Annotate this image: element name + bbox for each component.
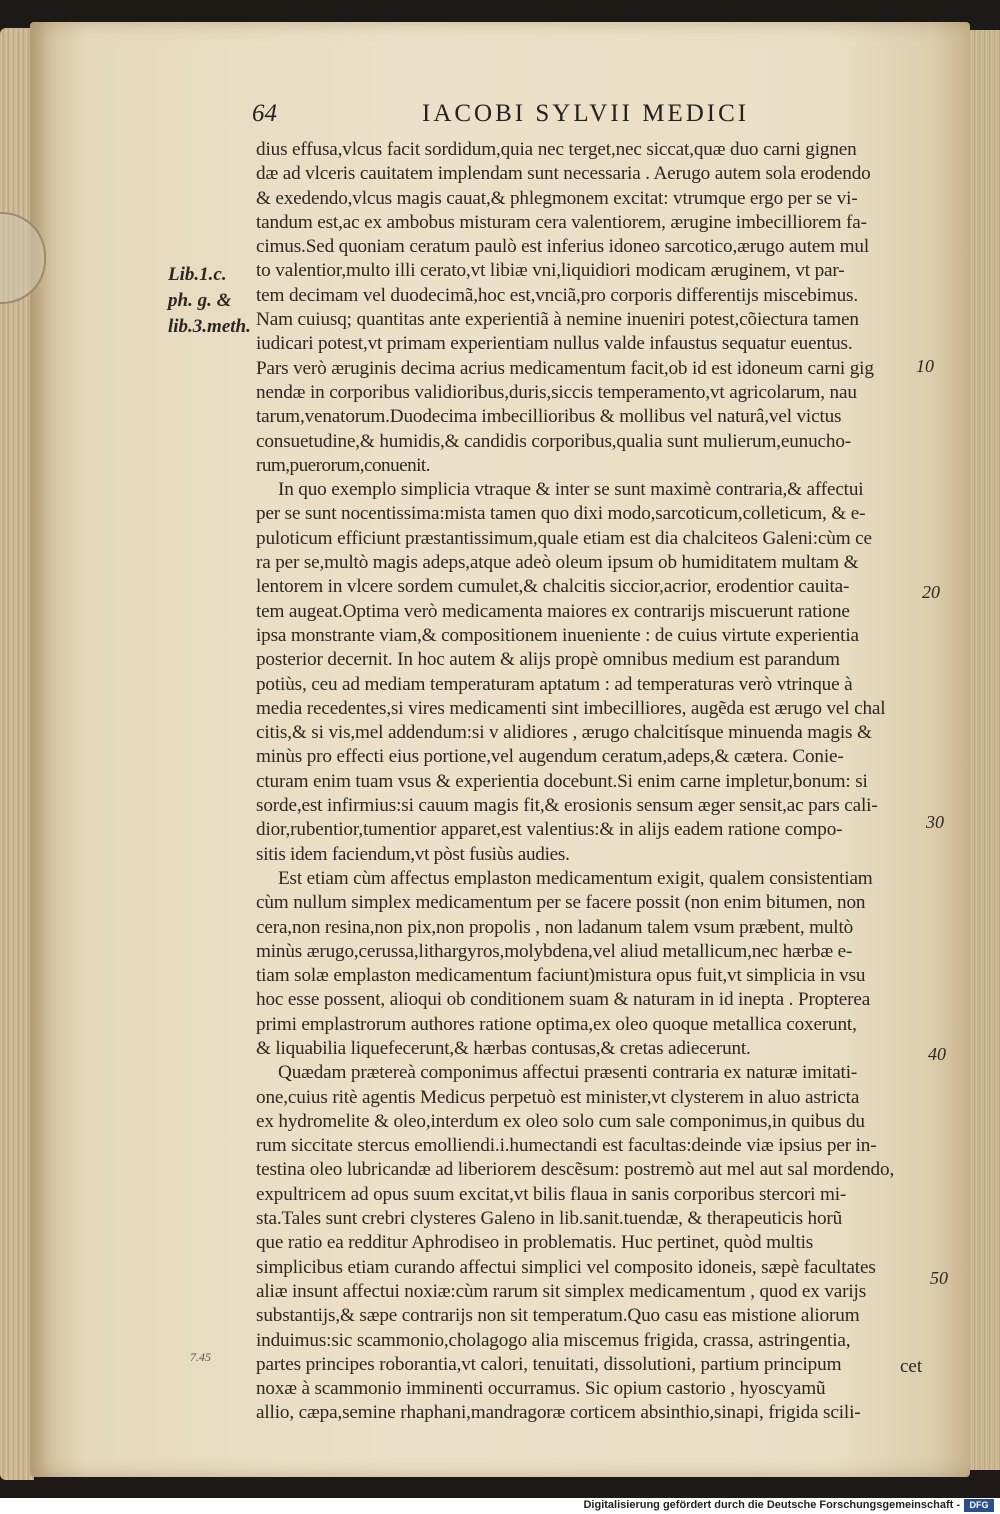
margin-note-line: lib.3.meth. — [168, 316, 251, 337]
text-line: potiùs, ceu ad mediam temperaturam aptatum : ad temperaturas verò vtrinque à — [256, 673, 853, 695]
text-line: rum siccitate stercus emolliendi.i.humectandi est facultas:deinde viæ ipsius per in- — [256, 1135, 877, 1157]
text-line: & liquabilia liquefecerunt,& hærbas contusas,& cretas adiecerunt. — [256, 1037, 751, 1059]
text-line: sta.Tales sunt crebri clysteres Galeno in lib.sanit.tuendæ, & therapeuticis horũ — [256, 1208, 843, 1230]
text-line: citis,& si vis,mel addendum:si v alidiores , ærugo chalcitísque minuenda magis & — [256, 722, 872, 744]
text-line: simplicibus etiam curando affectui simplici vel composito idoneis, sæpè facultates — [256, 1256, 876, 1278]
text-line: testina oleo lubricandæ ad liberiorem descẽsum: postremò aut mel aut sal mordendo, — [256, 1159, 895, 1181]
text-line: per se sunt nocentissima:mista tamen quo dixi modo,sarcoticum,colleticum, & e- — [256, 503, 866, 525]
dfg-logo: DFG — [964, 1499, 994, 1512]
running-head — [252, 100, 772, 140]
text-line: one,cuius ritè agentis Medicus perpetuò est minister,vt clysterem in aluo astricta — [256, 1086, 860, 1108]
text-line: rum,puerorum,conuenit. — [256, 454, 430, 476]
text-line: que ratio ea redditur Aphrodiseo in problematis. Huc pertinet, quòd multis — [256, 1232, 814, 1254]
text-line: Quædam prætereà componimus affectui præsenti contraria ex naturæ imitati- — [278, 1062, 858, 1084]
text-line: tiam solæ emplaston medicamentum faciunt)mistura opus fuit,vt simplicia in vsu — [256, 965, 866, 987]
text-line: consuetudine,& humidis,& candidis corporibus,qualia sunt mulierum,eunucho- — [256, 430, 851, 452]
text-line: cera,non resina,non pix,non propolis , non ladanum talem vsum præbent, multò — [256, 916, 854, 938]
text-line: tem decimam vel duodecimã,hoc est,vnciã,pro corporis differentijs miscebimus. — [256, 284, 858, 306]
text-line: substantijs,& sæpe contrarijs non sit temperatum.Quo casu eas mistione aliorum — [256, 1305, 860, 1327]
text-line: iudicari potest,vt primam experientiam nullus valde infaustus sequatur euentus. — [256, 333, 853, 355]
text-line: cimus.Sed quoniam ceratum paulò est inferius idoneo sarcotico,ærugo autem mul — [256, 236, 870, 258]
text-line: dior,rubentior,tumentior apparet,est valentius:& in alijs eadem ratione compo- — [256, 819, 843, 841]
text-line: dius effusa,vlcus facit sordidum,quia nec terget,nec siccat,quæ duo carni gignen — [256, 139, 857, 160]
line-number: 20 — [922, 582, 940, 602]
text-line: media recedentes,si vires medicamenti sint imbecilliores, augẽda est ærugo vel chal — [256, 697, 886, 719]
text-line: expultricem ad opus suum excitat,vt bilis flaua in sanis corporibus stercori mi- — [256, 1183, 847, 1205]
running-title: IACOBI SYLVII MEDICI — [422, 100, 750, 127]
text-line: In quo exemplo simplicia vtraque & inter se sunt maximè contraria,& affectui — [278, 479, 864, 501]
right-page-edges — [968, 30, 1000, 1470]
text-line: noxæ à scammonio imminenti occurramus. Sic opium castorio , hyoscyamũ — [256, 1378, 826, 1400]
line-number: 40 — [928, 1044, 946, 1064]
catchword: cet — [900, 1356, 923, 1377]
text-line: ex hydromelite & oleo,interdum ex oleo solo cum sale componimus,in quibus du — [256, 1110, 865, 1132]
text-line: aliæ insunt affectui noxiæ:cùm rarum sit simplex medicamentum , quod ex varijs — [256, 1280, 867, 1302]
footer-bar — [0, 1498, 1000, 1514]
text-line: hoc esse possent, alioqui ob conditionem suam & naturam in id inepta . Propterea — [256, 989, 871, 1011]
text-line: tem augeat.Optima verò medicamenta maiores ex contrarijs miscuerunt ratione — [256, 600, 850, 622]
footer-credit: Digitalisierung gefördert durch die Deutsche Forschungsgemeinschaft - — [583, 1499, 960, 1511]
text-line: ra per se,multò magis adeps,atque adeò oleum ipsum ob humiditatem multam & — [256, 552, 859, 574]
line-number: 10 — [916, 356, 934, 376]
text-line: allio, cæpa,semine rhaphani,mandragoræ corticem absinthio,sinapi, frigida scili- — [256, 1402, 861, 1424]
text-line: Pars verò æruginis decima acrius medicamentum facit,ob id est idoneum carni gig — [256, 357, 874, 379]
text-line: minùs pro effecti eius portione,vel augendum ceratum,adeps,& cætera. Conie- — [256, 746, 844, 768]
marginal-scribble: 7.45 — [190, 1350, 211, 1364]
text-line: induimus:sic scammonio,cholagogo alia miscemus frigida, crassa, astringentia, — [256, 1329, 851, 1351]
text-line: dæ ad vlceris cauitatem implendam sunt necessaria . Aerugo autem sola erodendo — [256, 163, 871, 185]
text-line: minùs ærugo,cerussa,lithargyros,molybdena,vel aliud metallicum,nec hærbæ e- — [256, 940, 853, 962]
text-line: partes principes roborantia,vt calori, tenuitati, dissolutioni, partium principum — [256, 1353, 842, 1375]
text-line: lentorem in vlcere sordem cumulet,& chalcitis siccior,acrior, erodentior cauita- — [256, 576, 850, 598]
text-line: sorde,est infirmius:si cauum magis fit,& erosionis sensum æger sensit,ac pars cali- — [256, 795, 878, 817]
text-line: nendæ in corporibus validioribus,duris,siccis temperamento,vt agricolarum, nau — [256, 381, 857, 403]
page-number: 64 — [252, 100, 277, 127]
text-line: cùm nullum simplex medicamentum per se facere possit (non enim bitumen, non — [256, 892, 866, 914]
line-number: 50 — [930, 1268, 948, 1288]
text-line: tarum,venatorum.Duodecima imbecillioribus & mollibus vel naturâ,vel victus — [256, 406, 842, 428]
text-line: Nam cuiusq; quantitas ante experientiã à nemine inueniri potest,cõiectura tamen — [256, 309, 859, 331]
margin-note — [168, 262, 263, 340]
body-text — [256, 138, 936, 1426]
text-line: primi emplastrorum authores ratione optima,ex oleo quoque metallica coxerunt, — [256, 1013, 857, 1035]
text-line: ipsa monstrante viam,& compositionem inueniente : de cuius virtute experientia — [256, 624, 859, 646]
text-line: sitis idem faciendum,vt pòst fusiùs audies. — [256, 843, 570, 865]
text-line: Est etiam cùm affectus emplaston medicamentum exigit, qualem consistentiam — [278, 867, 873, 889]
margin-note-line: Lib.1.c. — [168, 264, 227, 285]
text-line: & exedendo,vlcus magis cauat,& phlegmonem excitat: vtrumque ergo per se vi- — [256, 187, 858, 209]
margin-note-line: ph. g. & — [168, 290, 232, 311]
line-number: 30 — [926, 812, 944, 832]
text-line: cturam enim tuam vsus & experientia docebunt.Si enim carne impletur,bonum: si — [256, 770, 868, 792]
text-line: puloticum efficiunt præstantissimum,quale etiam est dia chalciteos Galeni:cùm ce — [256, 527, 872, 549]
text-line: to valentior,multo illi cerato,vt libiæ vni,liquidiori modicam æruginem, vt par- — [256, 260, 845, 282]
text-line: posterior decernit. In hoc autem & alijs propè omnibus medium est parandum — [256, 649, 840, 671]
text-line: tandum est,ac ex ambobus misturam cera valentiorem, ærugine imbecilliorem fa- — [256, 211, 867, 233]
